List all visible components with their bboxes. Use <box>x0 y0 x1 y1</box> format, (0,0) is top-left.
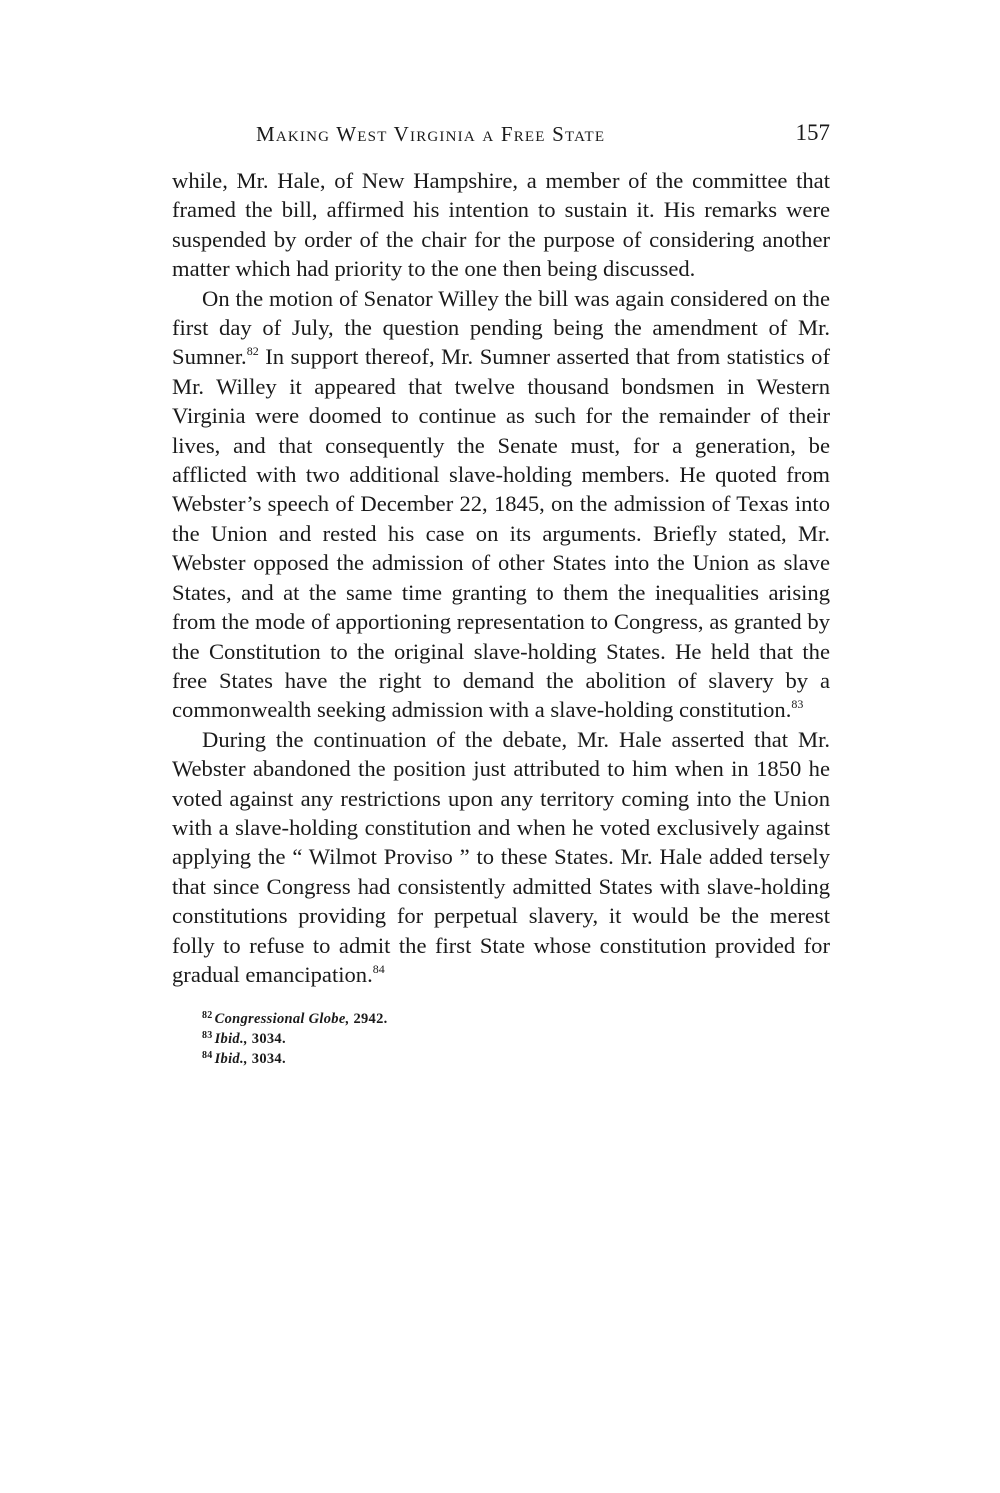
footnote-detail: 3034. <box>247 1031 286 1048</box>
footnote-number: 82 <box>202 1010 213 1022</box>
paragraph-text: On the motion of Senator Willey the bill was again considered on the first day of July, the question pending being the amendment of Mr. Sumner. <box>172 285 830 370</box>
paragraph-text: During the continuation of the debate, Mr. Hale asserted that Mr. Webster abandoned the position just attributed to him when in 1850 he voted against any restrictions upon any territory coming into the Union with a slave-holding constitution and when he voted exclusively against applying the “ Wilmot Proviso ” to these States. Mr. Hale added tersely that since Congress had consistently admitted States with slave-holding constitutions providing for perpetual slavery, it would be the merest folly to refuse to admit the first State whose constitution provided for gradual emancipation. <box>172 726 830 987</box>
footnotes <box>172 1009 830 1069</box>
footnote <box>202 1009 830 1029</box>
book-page <box>172 120 830 1069</box>
footnote <box>202 1029 830 1049</box>
footnote <box>202 1049 830 1069</box>
paragraph <box>172 725 830 990</box>
footnote-detail: 2942. <box>349 1011 388 1028</box>
paragraph <box>172 284 830 725</box>
footnote-ref: 84 <box>372 961 385 976</box>
running-title: Making West Virginia a Free State <box>256 122 606 146</box>
footnote-ref: 83 <box>791 697 804 712</box>
paragraph-continued <box>172 166 830 284</box>
footnote-source: Ibid., <box>214 1051 248 1068</box>
page-number: 157 <box>795 120 830 145</box>
footnote-number: 84 <box>202 1050 213 1062</box>
running-head <box>172 120 830 154</box>
footnote-source: Ibid., <box>214 1031 248 1048</box>
footnote-detail: 3034. <box>247 1051 286 1068</box>
body-text <box>172 166 830 989</box>
footnote-number: 83 <box>202 1030 213 1042</box>
footnote-source: Congressional Globe, <box>214 1011 350 1028</box>
paragraph-text: while, Mr. Hale, of New Hampshire, a member of the committee that framed the bill, affirmed his intention to sustain it. His remarks were suspended by order of the chair for the purpose of considering another matter which had priority to the one then being discussed. <box>172 168 830 282</box>
paragraph-text: In support thereof, Mr. Sumner asserted that from statistics of Mr. Willey it appeared that twelve thousand bondsmen in Western Virginia were doomed to continue as such for the remainder of their lives, and that consequently the Senate must, for a generation, be afflicted with two additional slave-holding members. He quoted from Webster’s speech of December 22, 1845, on the admission of Texas into the Union and rested his case on its arguments. Briefly stated, Mr. Webster opposed the admission of other States into the Union as slave States, and at the same time granting to them the inequalities arising from the mode of apportioning representation to Congress, as granted by the Constitution to the original slave-holding States. He held that the free States have the right to demand the abolition of slavery by a commonwealth seeking admission with a slave-holding constitution. <box>172 344 830 723</box>
footnote-ref: 82 <box>246 344 259 359</box>
